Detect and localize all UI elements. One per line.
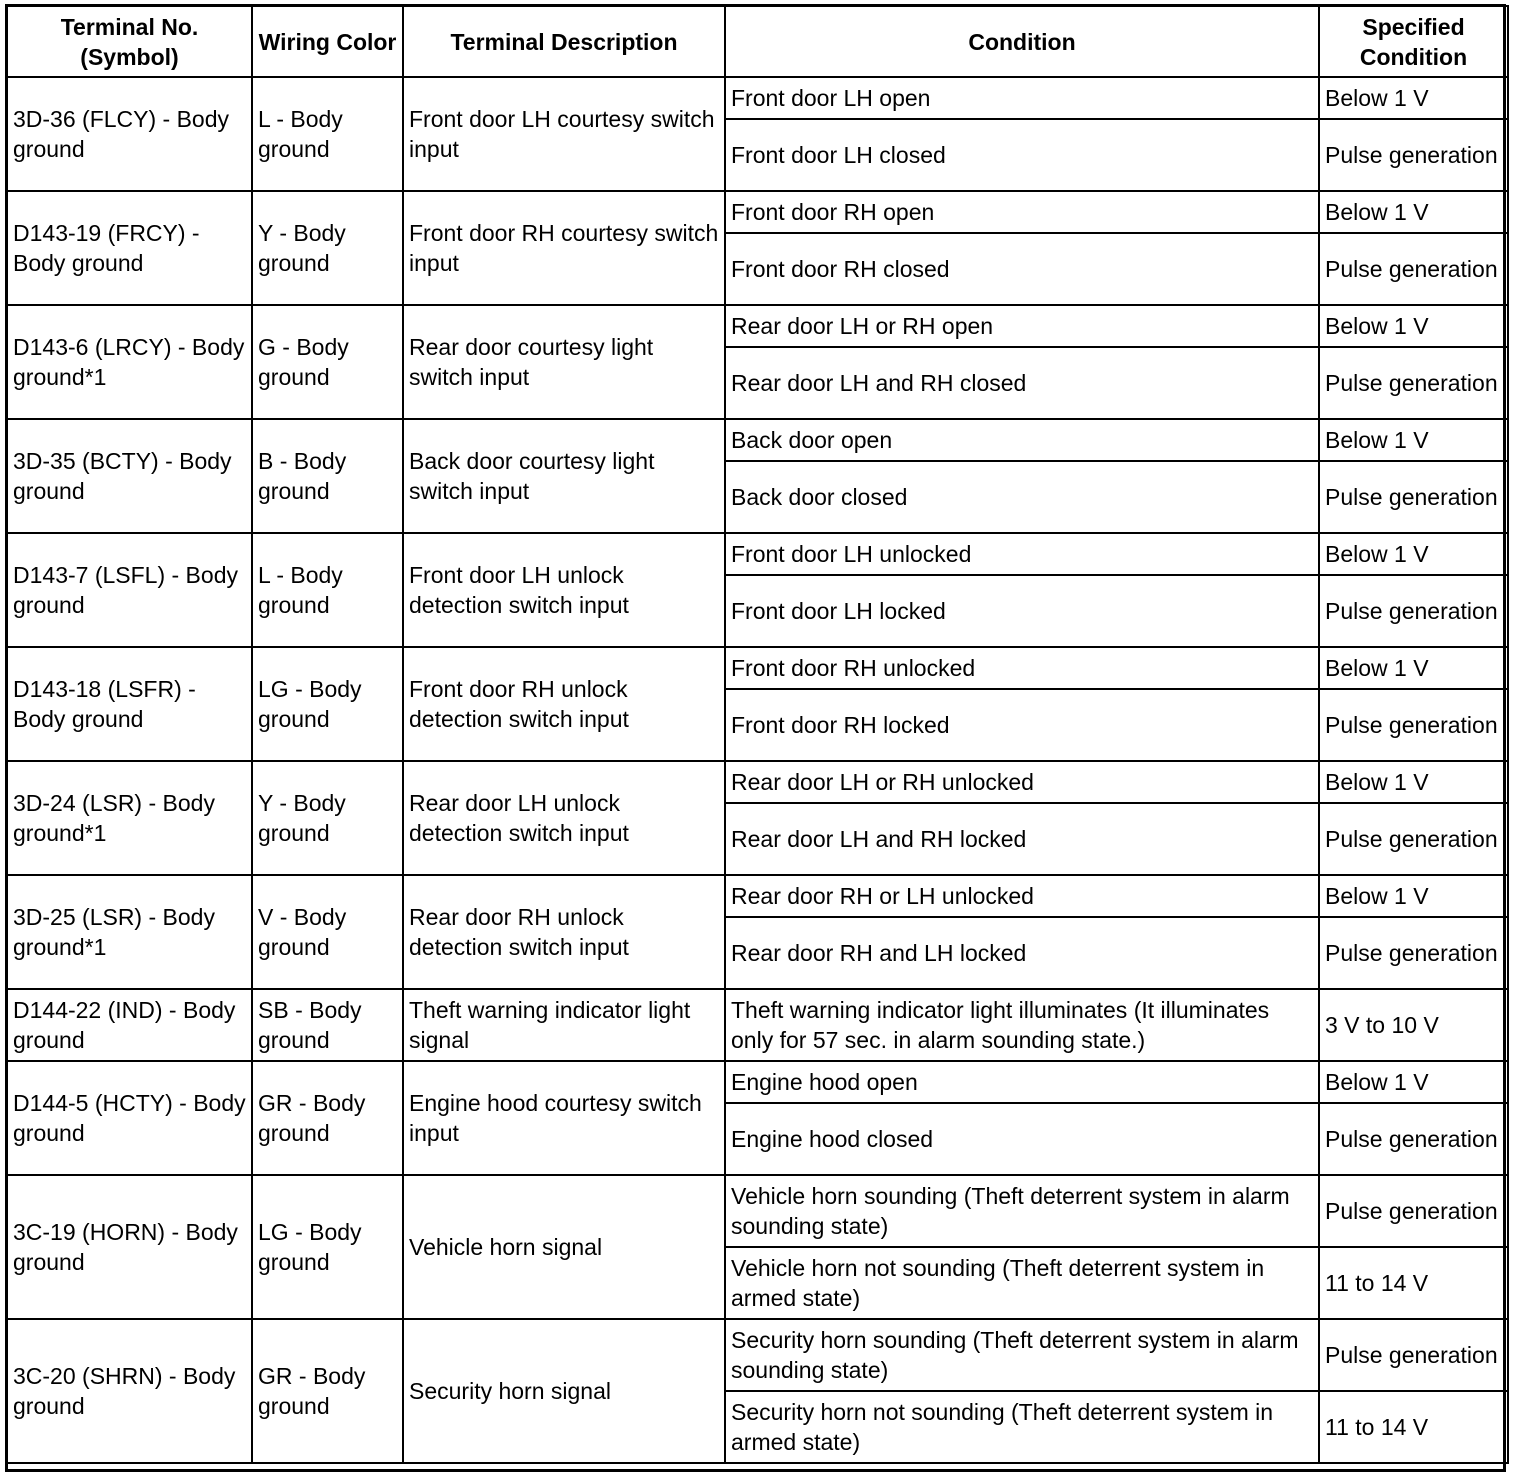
description-cell: Front door LH courtesy switch input	[403, 77, 725, 191]
specified-condition-cell: Below 1 V	[1319, 875, 1508, 917]
description-cell: Front door RH courtesy switch input	[403, 191, 725, 305]
terminal-cell: D144-5 (HCTY) - Body ground	[7, 1061, 252, 1175]
description-cell: Vehicle horn signal	[403, 1175, 725, 1319]
specified-condition-cell: Below 1 V	[1319, 419, 1508, 461]
condition-cell: Engine hood open	[725, 1061, 1319, 1103]
description-cell: Theft warning indicator light signal	[403, 989, 725, 1061]
specified-condition-cell: Pulse generation	[1319, 575, 1508, 647]
specified-condition-cell: Pulse generation	[1319, 119, 1508, 191]
specified-condition-cell: 11 to 14 V	[1319, 1247, 1508, 1319]
condition-cell: Vehicle horn sounding (Theft deterrent system in alarm sounding state)	[725, 1175, 1319, 1247]
table-row	[7, 1319, 1508, 1391]
wiring-color-cell: GR - Body ground	[252, 1319, 403, 1463]
table-row	[7, 419, 1508, 461]
wiring-color-cell: GR - Body ground	[252, 1061, 403, 1175]
specified-condition-cell: Pulse generation	[1319, 689, 1508, 761]
terminal-cell: D143-6 (LRCY) - Body ground*1	[7, 305, 252, 419]
specified-condition-cell: Below 1 V	[1319, 1061, 1508, 1103]
specified-condition-cell: Pulse generation	[1319, 803, 1508, 875]
description-cell: Rear door LH unlock detection switch input	[403, 761, 725, 875]
specified-condition-cell: Pulse generation	[1319, 347, 1508, 419]
description-cell: Engine hood courtesy switch input	[403, 1061, 725, 1175]
description-cell: Rear door RH unlock detection switch input	[403, 875, 725, 989]
condition-cell: Security horn sounding (Theft deterrent system in alarm sounding state)	[725, 1319, 1319, 1391]
terminal-cell: 3D-36 (FLCY) - Body ground	[7, 77, 252, 191]
specified-condition-cell: Pulse generation	[1319, 917, 1508, 989]
table-row	[7, 647, 1508, 689]
table-header	[7, 6, 1508, 77]
specified-condition-cell: Pulse generation	[1319, 233, 1508, 305]
terminal-cell: 3C-19 (HORN) - Body ground	[7, 1175, 252, 1319]
table-row	[7, 1061, 1508, 1103]
description-cell: Front door RH unlock detection switch input	[403, 647, 725, 761]
table-row	[7, 1175, 1508, 1247]
table-row	[7, 989, 1508, 1061]
condition-cell: Vehicle horn not sounding (Theft deterrent system in armed state)	[725, 1247, 1319, 1319]
wiring-color-cell: V - Body ground	[252, 875, 403, 989]
wiring-color-cell: LG - Body ground	[252, 647, 403, 761]
header-condition: Condition	[725, 6, 1319, 77]
condition-cell: Rear door LH or RH unlocked	[725, 761, 1319, 803]
condition-cell: Security horn not sounding (Theft deterrent system in armed state)	[725, 1391, 1319, 1463]
wiring-color-cell: SB - Body ground	[252, 989, 403, 1061]
header-wiring-color: Wiring Color	[252, 6, 403, 77]
condition-cell: Front door LH closed	[725, 119, 1319, 191]
wiring-color-cell: Y - Body ground	[252, 191, 403, 305]
condition-cell: Back door closed	[725, 461, 1319, 533]
condition-cell: Engine hood closed	[725, 1103, 1319, 1175]
specified-condition-cell: Below 1 V	[1319, 305, 1508, 347]
condition-cell: Rear door LH or RH open	[725, 305, 1319, 347]
terminal-cell: 3C-20 (SHRN) - Body ground	[7, 1319, 252, 1463]
wiring-color-cell: B - Body ground	[252, 419, 403, 533]
header-terminal: Terminal No. (Symbol)	[7, 6, 252, 77]
terminal-cell: 3D-25 (LSR) - Body ground*1	[7, 875, 252, 989]
specified-condition-cell: Pulse generation	[1319, 1103, 1508, 1175]
specified-condition-cell: Pulse generation	[1319, 1319, 1508, 1391]
table-row	[7, 191, 1508, 233]
condition-cell: Back door open	[725, 419, 1319, 461]
condition-cell: Rear door LH and RH closed	[725, 347, 1319, 419]
specified-condition-cell: Pulse generation	[1319, 1175, 1508, 1247]
description-cell: Security horn signal	[403, 1319, 725, 1463]
table-row	[7, 305, 1508, 347]
header-specified-condition: Specified Condition	[1319, 6, 1508, 77]
table-row	[7, 77, 1508, 119]
wiring-color-cell: LG - Body ground	[252, 1175, 403, 1319]
terminal-spec-table	[6, 5, 1509, 1464]
description-cell: Rear door courtesy light switch input	[403, 305, 725, 419]
terminal-cell: D143-18 (LSFR) - Body ground	[7, 647, 252, 761]
table-row	[7, 761, 1508, 803]
terminal-cell: 3D-35 (BCTY) - Body ground	[7, 419, 252, 533]
specified-condition-cell: 3 V to 10 V	[1319, 989, 1508, 1061]
table-body	[7, 77, 1508, 1463]
wiring-color-cell: L - Body ground	[252, 533, 403, 647]
condition-cell: Rear door LH and RH locked	[725, 803, 1319, 875]
condition-cell: Front door RH open	[725, 191, 1319, 233]
specified-condition-cell: Below 1 V	[1319, 533, 1508, 575]
condition-cell: Rear door RH and LH locked	[725, 917, 1319, 989]
specified-condition-cell: Below 1 V	[1319, 191, 1508, 233]
condition-cell: Rear door RH or LH unlocked	[725, 875, 1319, 917]
wiring-color-cell: G - Body ground	[252, 305, 403, 419]
condition-cell: Theft warning indicator light illuminates (It illuminates only for 57 sec. in alarm sounding state.)	[725, 989, 1319, 1061]
condition-cell: Front door LH unlocked	[725, 533, 1319, 575]
header-terminal-description: Terminal Description	[403, 6, 725, 77]
condition-cell: Front door RH unlocked	[725, 647, 1319, 689]
wiring-color-cell: Y - Body ground	[252, 761, 403, 875]
table-row	[7, 533, 1508, 575]
wiring-color-cell: L - Body ground	[252, 77, 403, 191]
description-cell: Front door LH unlock detection switch input	[403, 533, 725, 647]
specified-condition-cell: Below 1 V	[1319, 647, 1508, 689]
description-cell: Back door courtesy light switch input	[403, 419, 725, 533]
specified-condition-cell: Below 1 V	[1319, 761, 1508, 803]
condition-cell: Front door RH locked	[725, 689, 1319, 761]
terminal-cell: D144-22 (IND) - Body ground	[7, 989, 252, 1061]
table-row	[7, 875, 1508, 917]
specified-condition-cell: Below 1 V	[1319, 77, 1508, 119]
condition-cell: Front door LH open	[725, 77, 1319, 119]
condition-cell: Front door RH closed	[725, 233, 1319, 305]
specified-condition-cell: Pulse generation	[1319, 461, 1508, 533]
header-row	[7, 6, 1508, 77]
terminal-cell: D143-19 (FRCY) - Body ground	[7, 191, 252, 305]
terminal-cell: 3D-24 (LSR) - Body ground*1	[7, 761, 252, 875]
condition-cell: Front door LH locked	[725, 575, 1319, 647]
terminal-cell: D143-7 (LSFL) - Body ground	[7, 533, 252, 647]
specified-condition-cell: 11 to 14 V	[1319, 1391, 1508, 1463]
